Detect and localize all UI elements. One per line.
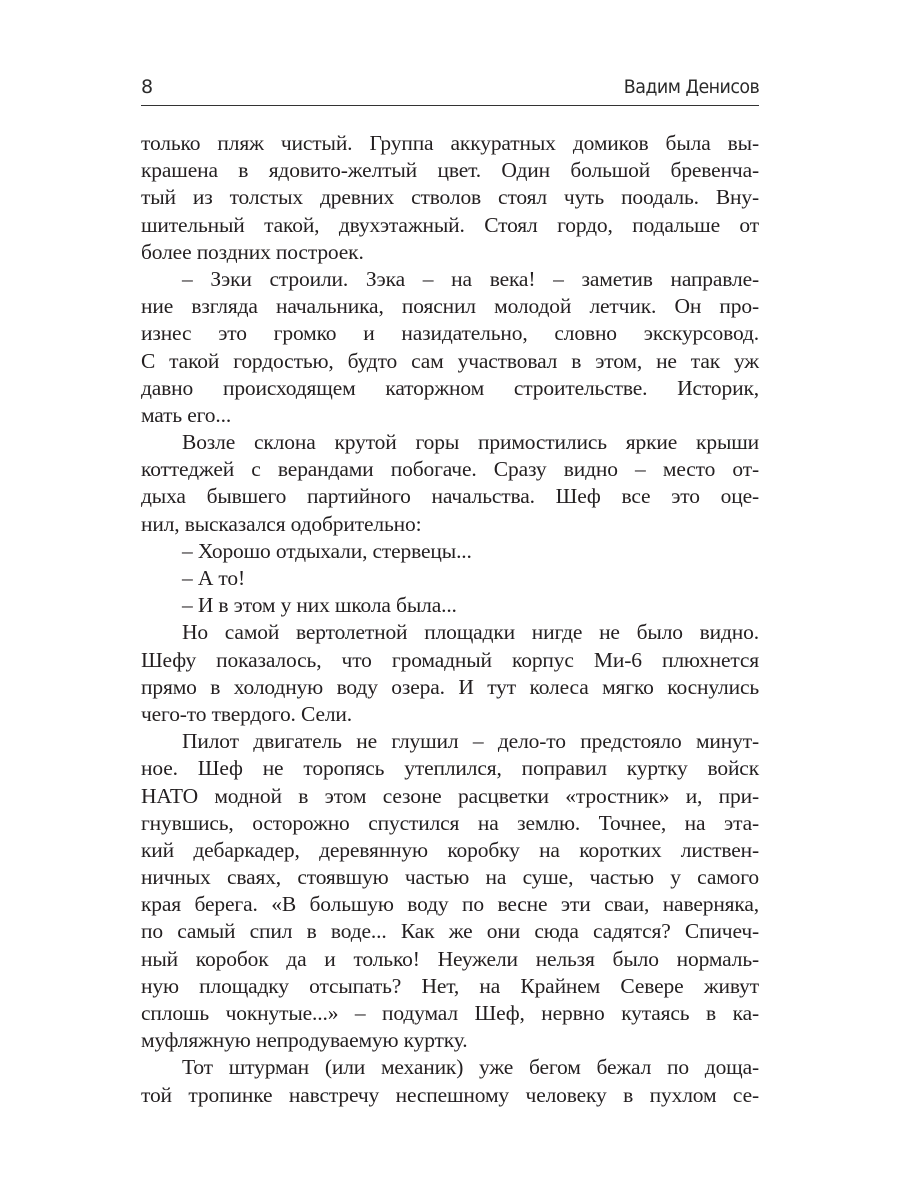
text-line: нил, высказался одобрительно: [141,511,422,536]
text-line: крашена в ядовито-желтый цвет. Один большой бревенча- [141,158,759,183]
text-line: – А то! [182,566,245,590]
text-line: более поздних построек. [141,239,364,264]
text-line: мать его... [141,402,232,427]
text-line: коттеджей с верандами побогаче. Сразу видно – место от- [141,457,759,482]
text-line: кий дебаркадер, деревянную коробку на коротких листвен- [141,837,759,862]
text-line: по самый спил в воде... Как же они сюда садятся? Спичеч- [141,919,759,944]
text-line: прямо в холодную воду озера. И тут колеса мягко коснулись [141,674,759,699]
text-line: только пляж чистый. Группа аккуратных домиков была вы- [141,131,759,155]
body-text [141,130,759,1109]
text-line: муфляжную непродуваемую куртку. [141,1028,468,1053]
text-line: НАТО модной в этом сезоне расцветки «тростник» и, при- [141,783,759,808]
text-line: Шефу показалось, что громадный корпус Ми-6 плюхнется [141,647,759,672]
page-header [141,72,759,102]
text-line: гнувшись, осторожно спустился на землю. Точнее, на эта- [141,810,759,835]
text-line: Тот штурман (или механик) уже бегом бежал по доща- [182,1055,759,1080]
text-line: изнес это громко и назидательно, словно экскурсовод. [141,321,759,346]
header-rule [141,105,759,106]
text-line: ное. Шеф не торопясь утеплился, поправил куртку войск [141,756,759,781]
text-line: С такой гордостью, будто сам участвовал в этом, не так уж [141,348,759,373]
text-line: Возле склона крутой горы примостились яркие крыши [182,430,759,455]
text-line: – И в этом у них школа была... [182,593,457,618]
text-line: края берега. «В большую воду по весне эти сваи, наверняка, [141,892,759,917]
text-line: тый из толстых древних стволов стоял чуть поодаль. Вну- [141,185,759,210]
text-line: давно происходящем каторжном строительстве. Историк, [141,375,759,400]
text-line: дыха бывшего партийного начальства. Шеф все это оце- [141,484,759,509]
text-line: чего-то твердого. Сели. [141,701,352,726]
text-line: той тропинке навстречу неспешному человеку в пухлом се- [141,1082,759,1107]
text-line: ничных сваях, стоявшую частью на суше, частью у самого [141,865,759,890]
running-head-author: Вадим Денисов [623,76,759,98]
text-line: ние взгляда начальника, пояснил молодой летчик. Он про- [141,294,759,319]
text-line: шительный такой, двухэтажный. Стоял гордо, подальше от [141,212,759,237]
page-number: 8 [141,76,153,98]
text-line: Пилот двигатель не глушил – дело-то предстояло минут- [182,729,759,754]
text-line: ный коробок да и только! Неужели нельзя было нормаль- [141,946,759,971]
text-line: ную площадку отсыпать? Нет, на Крайнем Севере живут [141,973,759,998]
text-line: Но самой вертолетной площадки нигде не было видно. [182,620,759,645]
text-line: сплошь чокнутые...» – подумал Шеф, нервно кутаясь в ка- [141,1001,759,1025]
text-line: – Хорошо отдыхали, стервецы... [182,538,472,563]
text-line: – Зэки строили. Зэка – на века! – заметив направле- [182,266,759,291]
